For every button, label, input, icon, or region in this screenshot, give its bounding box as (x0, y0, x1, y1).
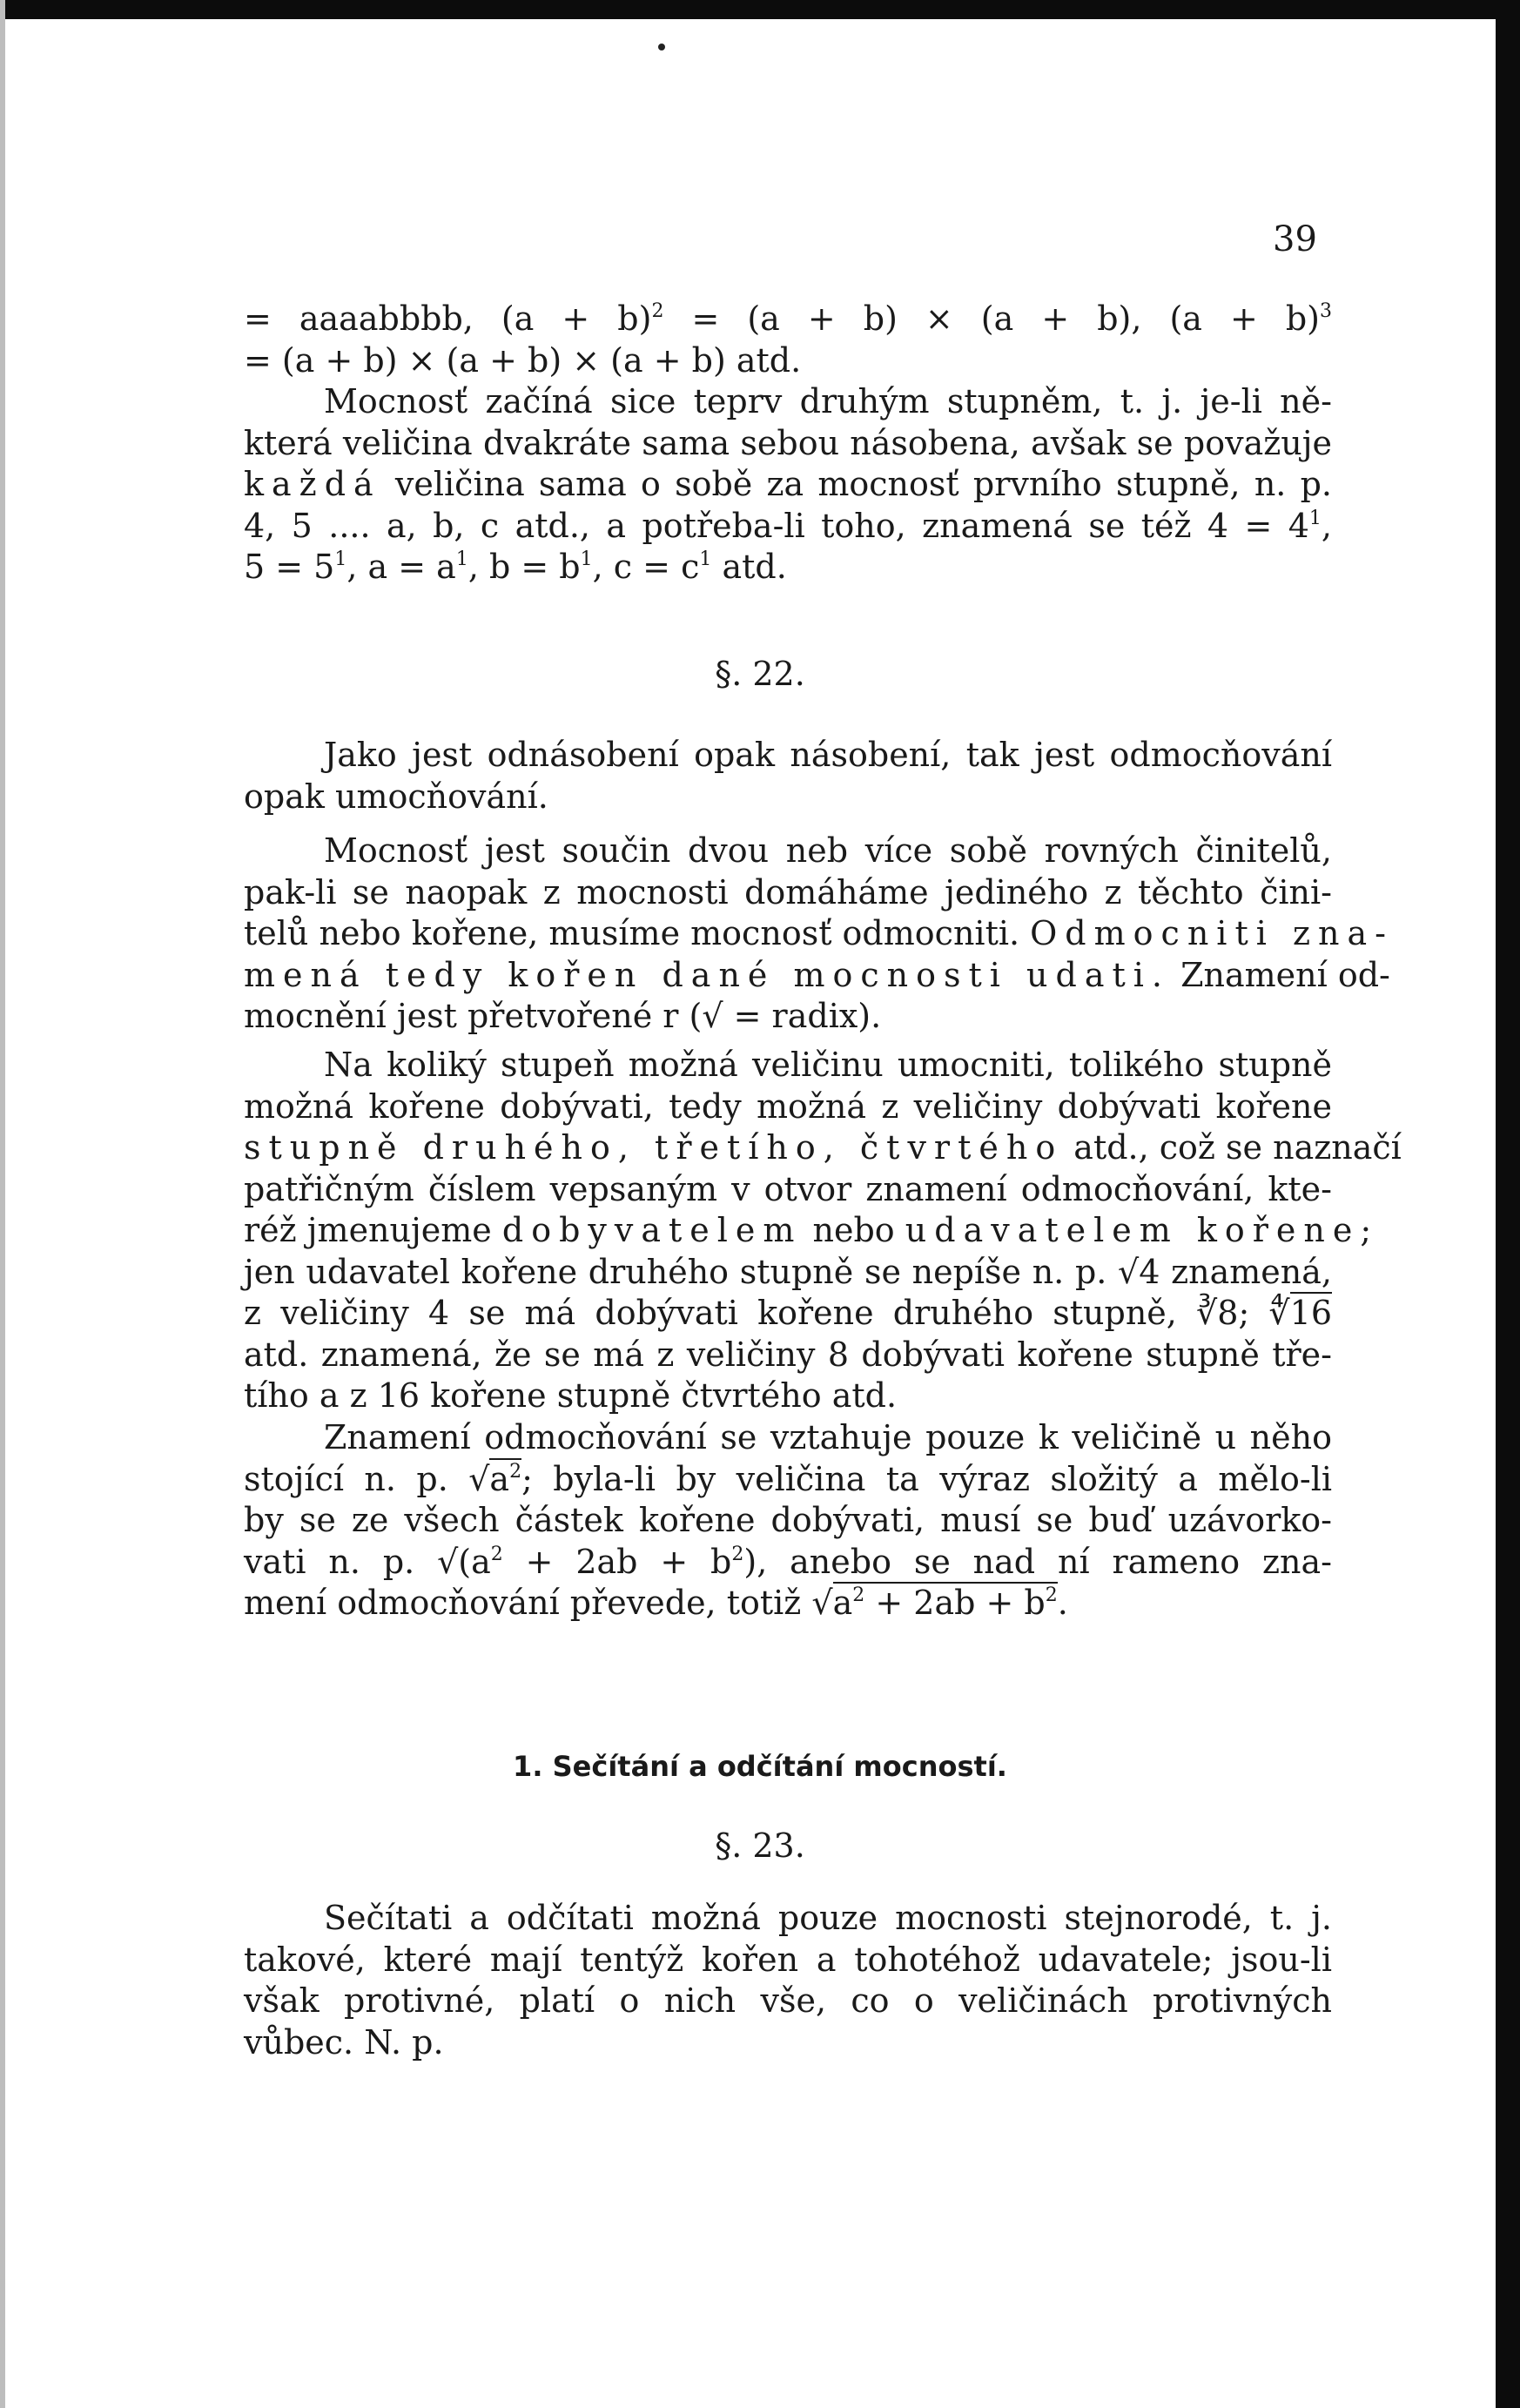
page-number: 39 (1273, 219, 1317, 259)
text-line: mocnění jest přetvořené r (√ = radix). (244, 997, 882, 1035)
text-line: možná kořene dobývati, tedy možná z veličiny dobývati kořene (244, 1086, 1332, 1126)
text-line: však protivné, platí o nich vše, co o veličinách protivných (244, 1981, 1332, 2020)
section-number-23: §. 23. (715, 1826, 805, 1865)
scan-border-right (1496, 0, 1520, 2408)
radical-sign: √ (437, 1542, 459, 1581)
radical-sign: √ (811, 1584, 833, 1622)
radical-sign: √ (468, 1459, 490, 1498)
text-line: stojící n. p. $√a^2$; byla-li by veličina ta výraz složitý a mělo-li (244, 1459, 1332, 1498)
scan-border-left (0, 0, 5, 2408)
cube-root-sign: ∛ (1196, 1294, 1218, 1332)
text-line: $5 = 5^1$, $a = a^1$, $b = b^1$, $c = c^1$ atd. (244, 548, 787, 586)
text-line: stupně druhého, třetího, čtvrtého atd., což se naznačí (244, 1128, 1402, 1167)
text-line: vati n. p. $√(a^2 + 2ab + b^2)$, anebo se nad ní rameno zna- (244, 1542, 1332, 1581)
paragraph (244, 831, 1394, 1038)
paragraph (244, 1045, 1402, 1417)
text-line: tího a z 16 kořene stupně čtvrtého atd. (244, 1376, 898, 1415)
text-line: by se ze všech částek kořene dobývati, musí se buď uzávorko- (244, 1501, 1332, 1539)
text-line: = aaaabbbb, $(a + b)^2 = (a + b) \times (a + b)$, $(a + b)^3$ (244, 299, 1332, 338)
text-line: pak-li se naopak z mocnosti domáháme jediného z těchto čini- (244, 872, 1332, 911)
paragraph (244, 1898, 1332, 2063)
radical-sign: √ (1118, 1252, 1140, 1291)
paragraph (244, 735, 1332, 817)
text-line: Mocnosť jest součin dvou neb více sobě rovných činitelů, (324, 831, 1332, 870)
text-line: Mocnosť začíná sice teprv druhým stupněm, t. j. je-li ně- (324, 382, 1332, 420)
text-line: 4, 5 .... a, b, c atd., a potřeba-li toho, znamená se též $4 = 4^1$, (244, 506, 1332, 545)
text-line: réž jmenujeme dobyvatelem nebo udavatelem kořene; (244, 1211, 1372, 1249)
text-line: mená tedy kořen dané mocnosti udati. Znamení od- (244, 955, 1390, 994)
top-paragraph (244, 299, 1332, 589)
text-line: která veličina dvakráte sama sebou násobena, avšak se považuje (244, 423, 1332, 462)
text-line: vůbec. N. p. (244, 2022, 444, 2062)
section-number-22: §. 22. (715, 655, 805, 693)
text-line: jen udavatel kořene druhého stupně se nepíše n. p. √4 znamená, (244, 1252, 1332, 1291)
text-line: = (a + b) × (a + b) × (a + b) atd. (244, 340, 802, 380)
text-line: patřičným číslem vepsaným v otvor znamení odmocňování, kte- (244, 1169, 1332, 1208)
text-line: Znamení odmocňování se vztahuje pouze k veličině u něho (324, 1418, 1332, 1456)
text-line: opak umocňování. (244, 777, 548, 816)
text-line: Sečítati a odčítati možná pouze mocnosti stejnorodé, t. j. (324, 1899, 1332, 1937)
text-line: každá veličina sama o sobě za mocnosť prvního stupně, n. p. (244, 465, 1332, 503)
scan-border-top (0, 0, 1520, 19)
subsection-heading: 1. Sečítání a odčítání mocností. (513, 1750, 1007, 1783)
text-line: Na koliký stupeň možná veličinu umocniti, tolikého stupně (324, 1046, 1332, 1084)
text-line: Jako jest odnásobení opak násobení, tak jest odmocňování (324, 736, 1332, 774)
paragraph (244, 1417, 1332, 1624)
text-line: mení odmocňování převede, totiž $√a^2 + 2ab + b^2$. (244, 1584, 1068, 1622)
scan-speck (658, 44, 665, 50)
text-line: z veličiny 4 se má dobývati kořene druhého stupně, ∛8; ∜16 (244, 1294, 1332, 1332)
text-line: atd. znamená, že se má z veličiny 8 dobývati kořene stupně tře- (244, 1335, 1332, 1374)
text-line: takové, které mají tentýž kořen a tohotéhož udavatele; jsou-li (244, 1940, 1332, 1979)
radical-sign: √ (702, 997, 723, 1035)
text-line: telů nebo kořene, musíme mocnosť odmocniti. Odmocniti zna- (244, 914, 1394, 952)
fourth-root-sign: ∜ (1268, 1294, 1290, 1332)
